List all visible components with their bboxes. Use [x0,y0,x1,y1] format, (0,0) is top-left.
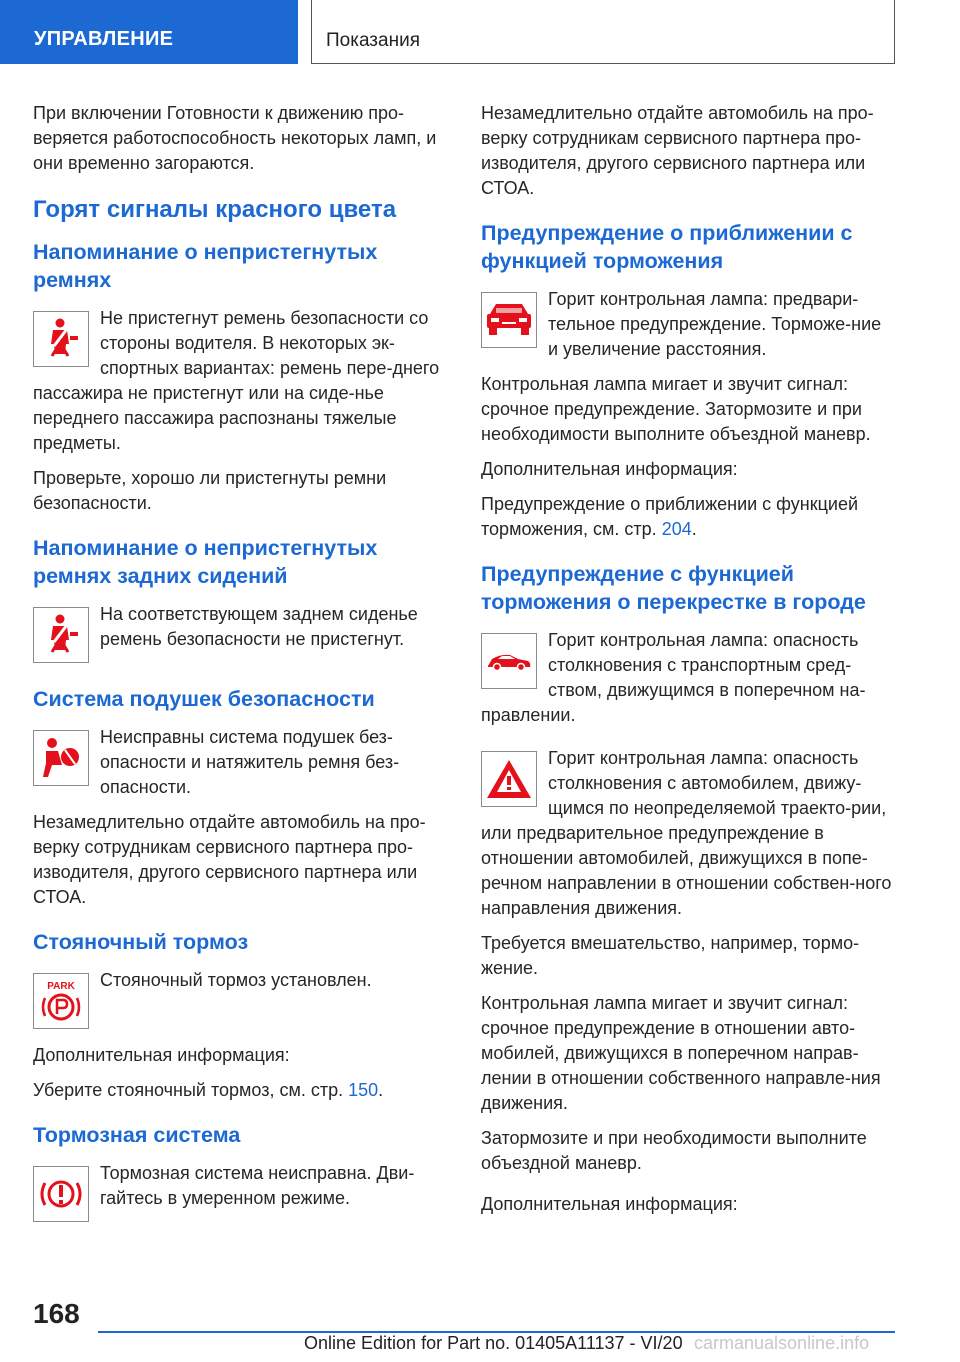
section-tab [0,0,298,64]
crossing-text-5: Затормозите и при необходимости выполните объездной маневр. [481,1128,867,1173]
front-collision-icon [481,292,537,348]
parking-brake-heading: Стояночный тормоз [33,930,249,954]
collision-warning-text: Горит контрольная лампа: опасность столкновения с автомобилем, движу-щимся по неопределяемой траекто-рии, или предварительное предупреждение в отношении автомобилей, движущихся в попе-речном направлении в отношении собствен-ного направления движения. [481,748,892,918]
seatbelt-heading: Напоминание о непристегнутых ремнях [33,240,378,292]
brake-warning-icon [33,1166,89,1222]
parking-ref-text: Уберите стояночный тормоз, см. стр. [33,1080,349,1100]
cross-traffic-car-icon [481,633,537,689]
page-number: 168 [33,1298,80,1329]
city-crossing-heading: Предупреждение с функцией торможения о перекрестке в городе [481,562,866,614]
section-title: УПРАВЛЕНИЕ [34,28,174,50]
cross-traffic-indicator [481,628,895,728]
seatbelt-text-2: Проверьте, хорошо ли пристегнуты ремни безопасности. [33,468,387,513]
seatbelt-warning-icon [33,311,89,367]
airbag-indicator [33,725,447,800]
airbag-text-2: Незамедлительно отдайте автомобиль на про-верку сотрудникам сервисного партнера про-изводителя, другого сервисного партнера или СТОА. [33,812,426,907]
edition-note: Online Edition for Part no. 01405A11137 - VI/20 [304,1333,683,1353]
seatbelt-indicator [33,306,447,456]
right-intro-text: Незамедлительно отдайте автомобиль на про-верку сотрудникам сервисного партнера про-изводителя, другого сервисного партнера или СТОА. [481,103,874,198]
seatbelt-warning-icon [33,607,89,663]
approach-ref-text: Предупреждение о приближении с функцией торможения, см. стр. [481,494,859,539]
right-column [481,101,895,1227]
chapter-header [311,0,895,64]
site-watermark: carmanualsonline.info [694,1333,870,1353]
parking-reference [33,1078,447,1103]
park-icon-label: PARK [47,981,75,992]
parking-ref-link[interactable]: 150 [348,1080,379,1100]
parking-ref-tail: . [378,1080,384,1100]
collision-warning-indicator [481,746,895,921]
airbag-text: Неисправны система подушек без-опасности и натяжитель ремня без-опасности. [100,727,400,797]
approach-warning-text: Горит контрольная лампа: предвари-тельное предупреждение. Торможе-ние и увеличение расстояния. [548,289,882,359]
approach-warning-indicator [481,287,895,362]
rear-seatbelt-indicator [33,602,447,667]
brake-system-heading: Тормозная система [33,1123,241,1147]
park-brake-icon [33,973,89,1029]
approach-ref-tail: . [691,519,697,539]
parking-more-label: Дополнительная информация: [33,1045,290,1065]
parking-brake-indicator [33,968,447,1033]
intro-text: При включении Готовности к движению про-веряется работоспособность некоторых ламп, и они временно загораются. [33,103,437,173]
approach-warning-text-2: Контрольная лампа мигает и звучит сигнал: срочное предупреждение. Затормозите и при необходимости выполните объездной маневр. [481,374,871,444]
airbag-heading: Система подушек безопасности [33,687,375,711]
brake-system-indicator [33,1161,447,1226]
approach-ref-link[interactable]: 204 [661,519,692,539]
chapter-title: Показания [326,30,420,51]
parking-brake-text: Стояночный тормоз установлен. [100,970,372,990]
brake-system-text: Тормозная система неисправна. Дви-гайтесь в умеренном режиме. [100,1163,415,1208]
crossing-text-4: Контрольная лампа мигает и звучит сигнал: срочное предупреждение в отношении авто-мобилей, движущихся в поперечном направ-лении в отношении собственного направле-ния движения. [481,993,881,1113]
airbag-warning-icon [33,730,89,786]
red-signals-heading: Горят сигналы красного цвета [33,196,397,223]
crossing-more-label: Дополнительная информация: [481,1194,738,1214]
approach-more-label: Дополнительная информация: [481,459,738,479]
cross-traffic-text: Горит контрольная лампа: опасность столкновения с транспортным сред-ством, движущимся в поперечном на-правлении. [481,630,866,725]
approach-reference [481,492,895,542]
seatbelt-text: Не пристегнут ремень безопасности со стороны водителя. В некоторых эк-спортных вариантах: ремень пере-днего пассажира не пристегнут или на сиде-нье переднего пассажира распознаны тяжелые предметы. [33,308,440,453]
crossing-text-3: Требуется вмешательство, например, тормо-жение. [481,933,860,978]
rear-seatbelt-heading: Напоминание о непристегнутых ремнях задних сидений [33,536,378,588]
warning-triangle-icon [481,751,537,807]
left-column [33,101,447,1236]
approach-warning-heading: Предупреждение о приближении с функцией торможения [481,221,853,273]
rear-seatbelt-text: На соответствующем заднем сиденье ремень безопасности не пристегнут. [100,604,418,649]
